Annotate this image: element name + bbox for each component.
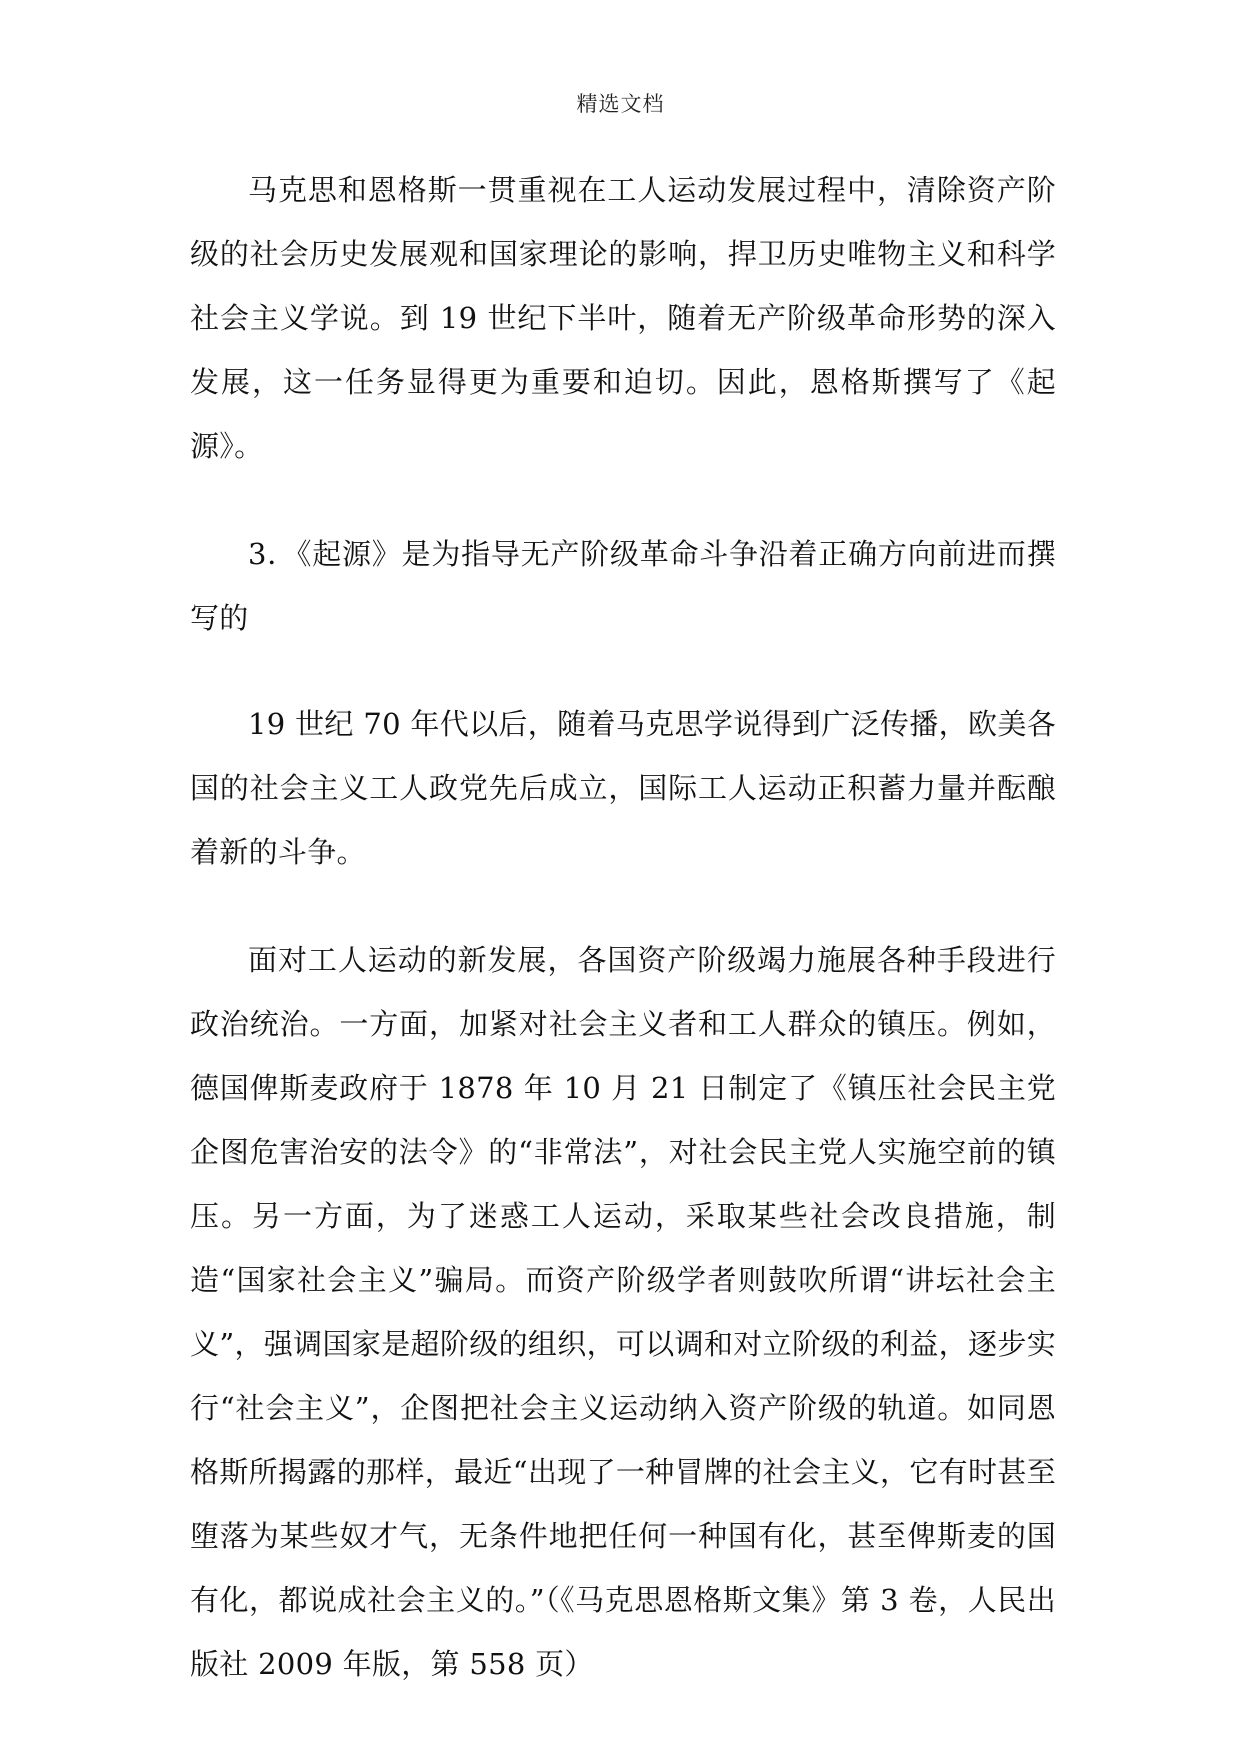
paragraph-2: 19 世纪 70 年代以后，随着马克思学说得到广泛传播，欧美各国的社会主义工人政党先后成立，国际工人运动正积蓄力量并酝酿着新的斗争。 <box>190 707 1056 869</box>
paragraph-3: 面对工人运动的新发展，各国资产阶级竭力施展各种手段进行政治统治。一方面，加紧对社会主义者和工人群众的镇压。例如，德国俾斯麦政府于 1878 年 10 月 21 日制定了《镇压社会民主党企图危害治安的法令》的“非常法”，对社会民主党人实施空前的镇压。另一方面，为了迷惑工人运动，采取某些社会改良措施，制造“国家社会主义”骗局。而资产阶级学者则鼓吹所谓“讲坛社会主义”，强调国家是超阶级的组织，可以调和对立阶级的利益，逐步实行“社会主义”，企图把社会主义运动纳入资产阶级的轨道。如同恩格斯所揭露的那样，最近“出现了一种冒牌的社会主义，它有时甚至堕落为某些奴才气，无条件地把任何一种国有化，甚至俾斯麦的国有化，都说成社会主义的。”（《马克思恩格斯文集》第 3 卷，人民出版社 2009 年版，第 558 页） <box>190 943 1056 1681</box>
paragraph-1: 马克思和恩格斯一贯重视在工人运动发展过程中，清除资产阶级的社会历史发展观和国家理论的影响，捍卫历史唯物主义和科学社会主义学说。到 19 世纪下半叶，随着无产阶级革命形势的深入发展，这一任务显得更为重要和迫切。因此，恩格斯撰写了《起源》。 <box>190 173 1056 463</box>
document-body <box>190 158 1056 1740</box>
page-header: 精选文档 <box>576 92 665 116</box>
section-heading: 3．《起源》是为指导无产阶级革命斗争沿着正确方向前进而撰写的 <box>190 537 1056 635</box>
